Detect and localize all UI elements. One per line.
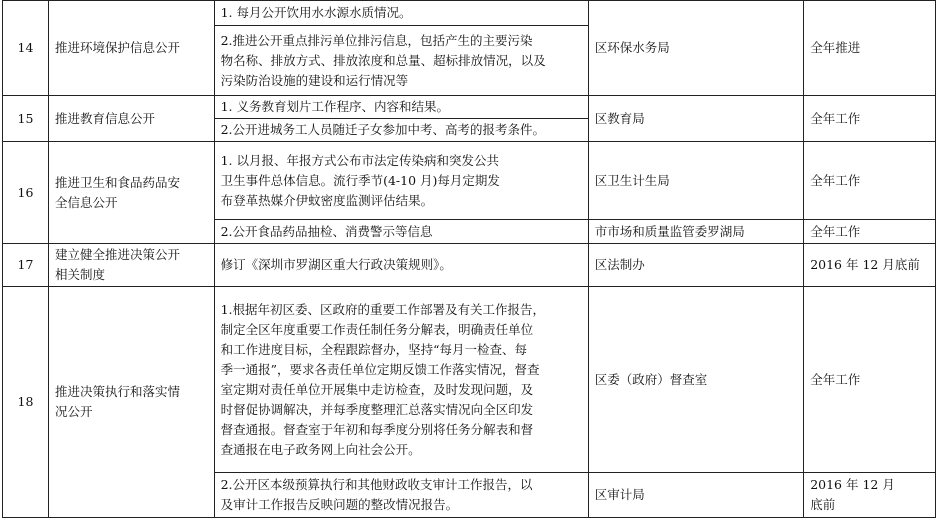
responsible-dept: 区法制办 — [588, 244, 804, 287]
responsible-dept: 区教育局 — [588, 96, 804, 142]
responsible-dept: 市市场和质量监管委罗湖局 — [588, 220, 804, 244]
task-cell: 修订《深圳市罗湖区重大行政决策规则》。 — [214, 244, 588, 287]
task-cell: 1.根据年初区委、区政府的重要工作部署及有关工作报告， 制定全区年度重要工作责任制任务分解表，明确责任单位 和工作进度目标，全程跟踪督办，坚持“每月一检查、每 季一通报”，要求各责任单位定期反馈工作落实情况，督查 室定期对责任单位开展集中走访检查，及时发现问题，及 时督促协调解决，并每季度整理汇总落实情况向全区印发 督查通报。督查室于年初和每季度分别将任务分解表和督 查通报在电子政务网上向社会公开。 — [214, 287, 588, 473]
row-topic: 推进教育信息公开 — [48, 96, 214, 142]
time-limit: 全年工作 — [804, 287, 936, 473]
time-limit: 2016 年 12 月底前 — [804, 244, 936, 287]
task-cell: 2.公开区本级预算执行和其他财政收支审计工作报告，以 及审计工作报告反映问题的整改情况报告。 — [214, 473, 588, 518]
task-cell: 1. 以月报、年报方式公布市法定传染病和突发公共 卫生事件总体信息。流行季节(4-10 月)每月定期发 布登革热媒介伊蚊密度监测评估结果。 — [214, 142, 588, 220]
task-cell: 2.公开进城务工人员随迁子女参加中考、高考的报考条件。 — [214, 119, 588, 142]
row-topic: 推进环境保护信息公开 — [48, 1, 214, 96]
row-topic: 推进卫生和食品药品安 全信息公开 — [48, 142, 214, 244]
time-limit: 全年工作 — [804, 96, 936, 142]
table-row — [3, 244, 936, 287]
table-row — [3, 96, 936, 119]
task-cell: 2.公开食品药品抽检、消费警示等信息 — [214, 220, 588, 244]
time-limit: 2016 年 12 月 底前 — [804, 473, 936, 518]
time-limit: 全年工作 — [804, 142, 936, 220]
task-cell: 2.推进公开重点排污单位排污信息，包括产生的主要污染 物名称、排放方式、排放浓度和总量、超标排放情况，以及 污染防治设施的建设和运行情况等 — [214, 26, 588, 96]
row-topic: 建立健全推进决策公开 相关制度 — [48, 244, 214, 287]
responsible-dept: 区委（政府）督查室 — [588, 287, 804, 473]
responsible-dept: 区审计局 — [588, 473, 804, 518]
row-number: 16 — [3, 142, 49, 244]
responsible-dept: 区卫生计生局 — [588, 142, 804, 220]
table-row — [3, 1, 936, 26]
time-limit: 全年工作 — [804, 220, 936, 244]
table-row — [3, 142, 936, 220]
row-topic: 推进决策执行和落实情 况公开 — [48, 287, 214, 518]
task-cell: 1. 义务教育划片工作程序、内容和结果。 — [214, 96, 588, 119]
task-cell: 1. 每月公开饮用水水源水质情况。 — [214, 1, 588, 26]
table-row — [3, 287, 936, 473]
responsible-dept: 区环保水务局 — [588, 1, 804, 96]
disclosure-task-table — [2, 0, 936, 518]
row-number: 15 — [3, 96, 49, 142]
row-number: 18 — [3, 287, 49, 518]
time-limit: 全年推进 — [804, 1, 936, 96]
row-number: 14 — [3, 1, 49, 96]
row-number: 17 — [3, 244, 49, 287]
